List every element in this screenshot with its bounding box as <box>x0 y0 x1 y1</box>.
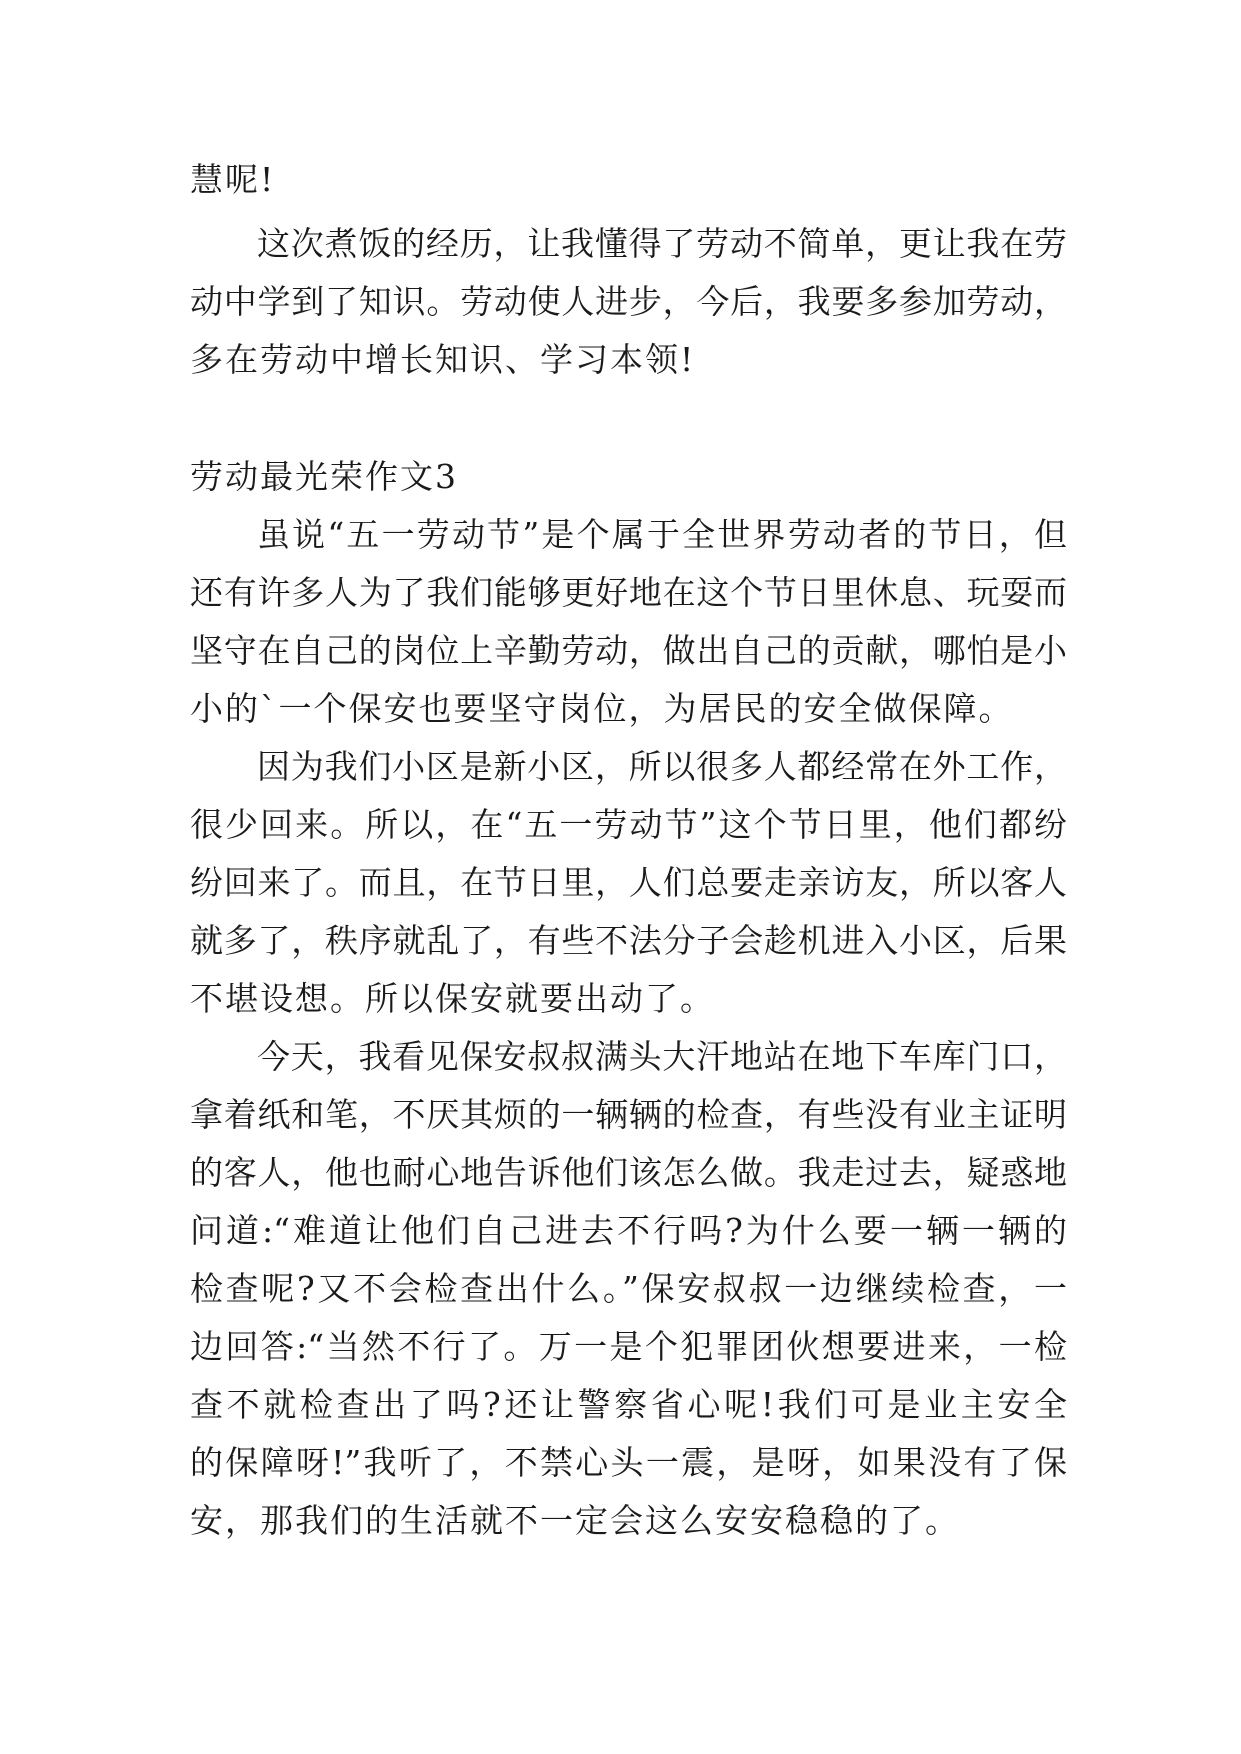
text-line: 的客人，他也耐心地告诉他们该怎么做。我走过去，疑惑地 <box>190 1153 1067 1192</box>
text-line: 查不就检查出了吗?还让警察省心呢!我们可是业主安全 <box>190 1385 1067 1424</box>
text-line: 今天，我看见保安叔叔满头大汗地站在地下车库门口， <box>257 1037 1067 1076</box>
text-line: 还有许多人为了我们能够更好地在这个节日里休息、玩耍而 <box>190 573 1067 612</box>
text-line: 虽说“五一劳动节”是个属于全世界劳动者的节日，但 <box>257 515 1067 554</box>
text-line: 问道:“难道让他们自己进去不行吗?为什么要一辆一辆的 <box>190 1211 1067 1250</box>
text-line: 边回答:“当然不行了。万一是个犯罪团伙想要进来，一检 <box>190 1327 1067 1366</box>
text-line: 慧呢! <box>190 160 276 199</box>
text-line: 坚守在自己的岗位上辛勤劳动，做出自己的贡献，哪怕是小 <box>190 631 1067 670</box>
text-line: 因为我们小区是新小区，所以很多人都经常在外工作， <box>257 747 1067 786</box>
text-line: 小的`一个保安也要坚守岗位，为居民的安全做保障。 <box>190 689 1014 728</box>
text-line: 的保障呀!”我听了，不禁心头一震，是呀，如果没有了保 <box>190 1443 1067 1482</box>
text-line: 动中学到了知识。劳动使人进步，今后，我要多参加劳动， <box>190 282 1067 321</box>
section-heading: 劳动最光荣作文3 <box>190 457 458 496</box>
text-line: 不堪设想。所以保安就要出动了。 <box>190 979 715 1018</box>
text-line: 检查呢?又不会检查出什么。”保安叔叔一边继续检查，一 <box>190 1269 1067 1308</box>
text-line: 纷回来了。而且，在节日里，人们总要走亲访友，所以客人 <box>190 863 1067 902</box>
text-line: 就多了，秩序就乱了，有些不法分子会趁机进入小区，后果 <box>190 921 1067 960</box>
text-line: 这次煮饭的经历，让我懂得了劳动不简单，更让我在劳 <box>257 224 1067 263</box>
text-line: 多在劳动中增长知识、学习本领! <box>190 340 696 379</box>
text-line: 很少回来。所以，在“五一劳动节”这个节日里，他们都纷 <box>190 805 1067 844</box>
text-line: 拿着纸和笔，不厌其烦的一辆辆的检查，有些没有业主证明 <box>190 1095 1067 1134</box>
text-line: 安，那我们的生活就不一定会这么安安稳稳的了。 <box>190 1501 960 1540</box>
